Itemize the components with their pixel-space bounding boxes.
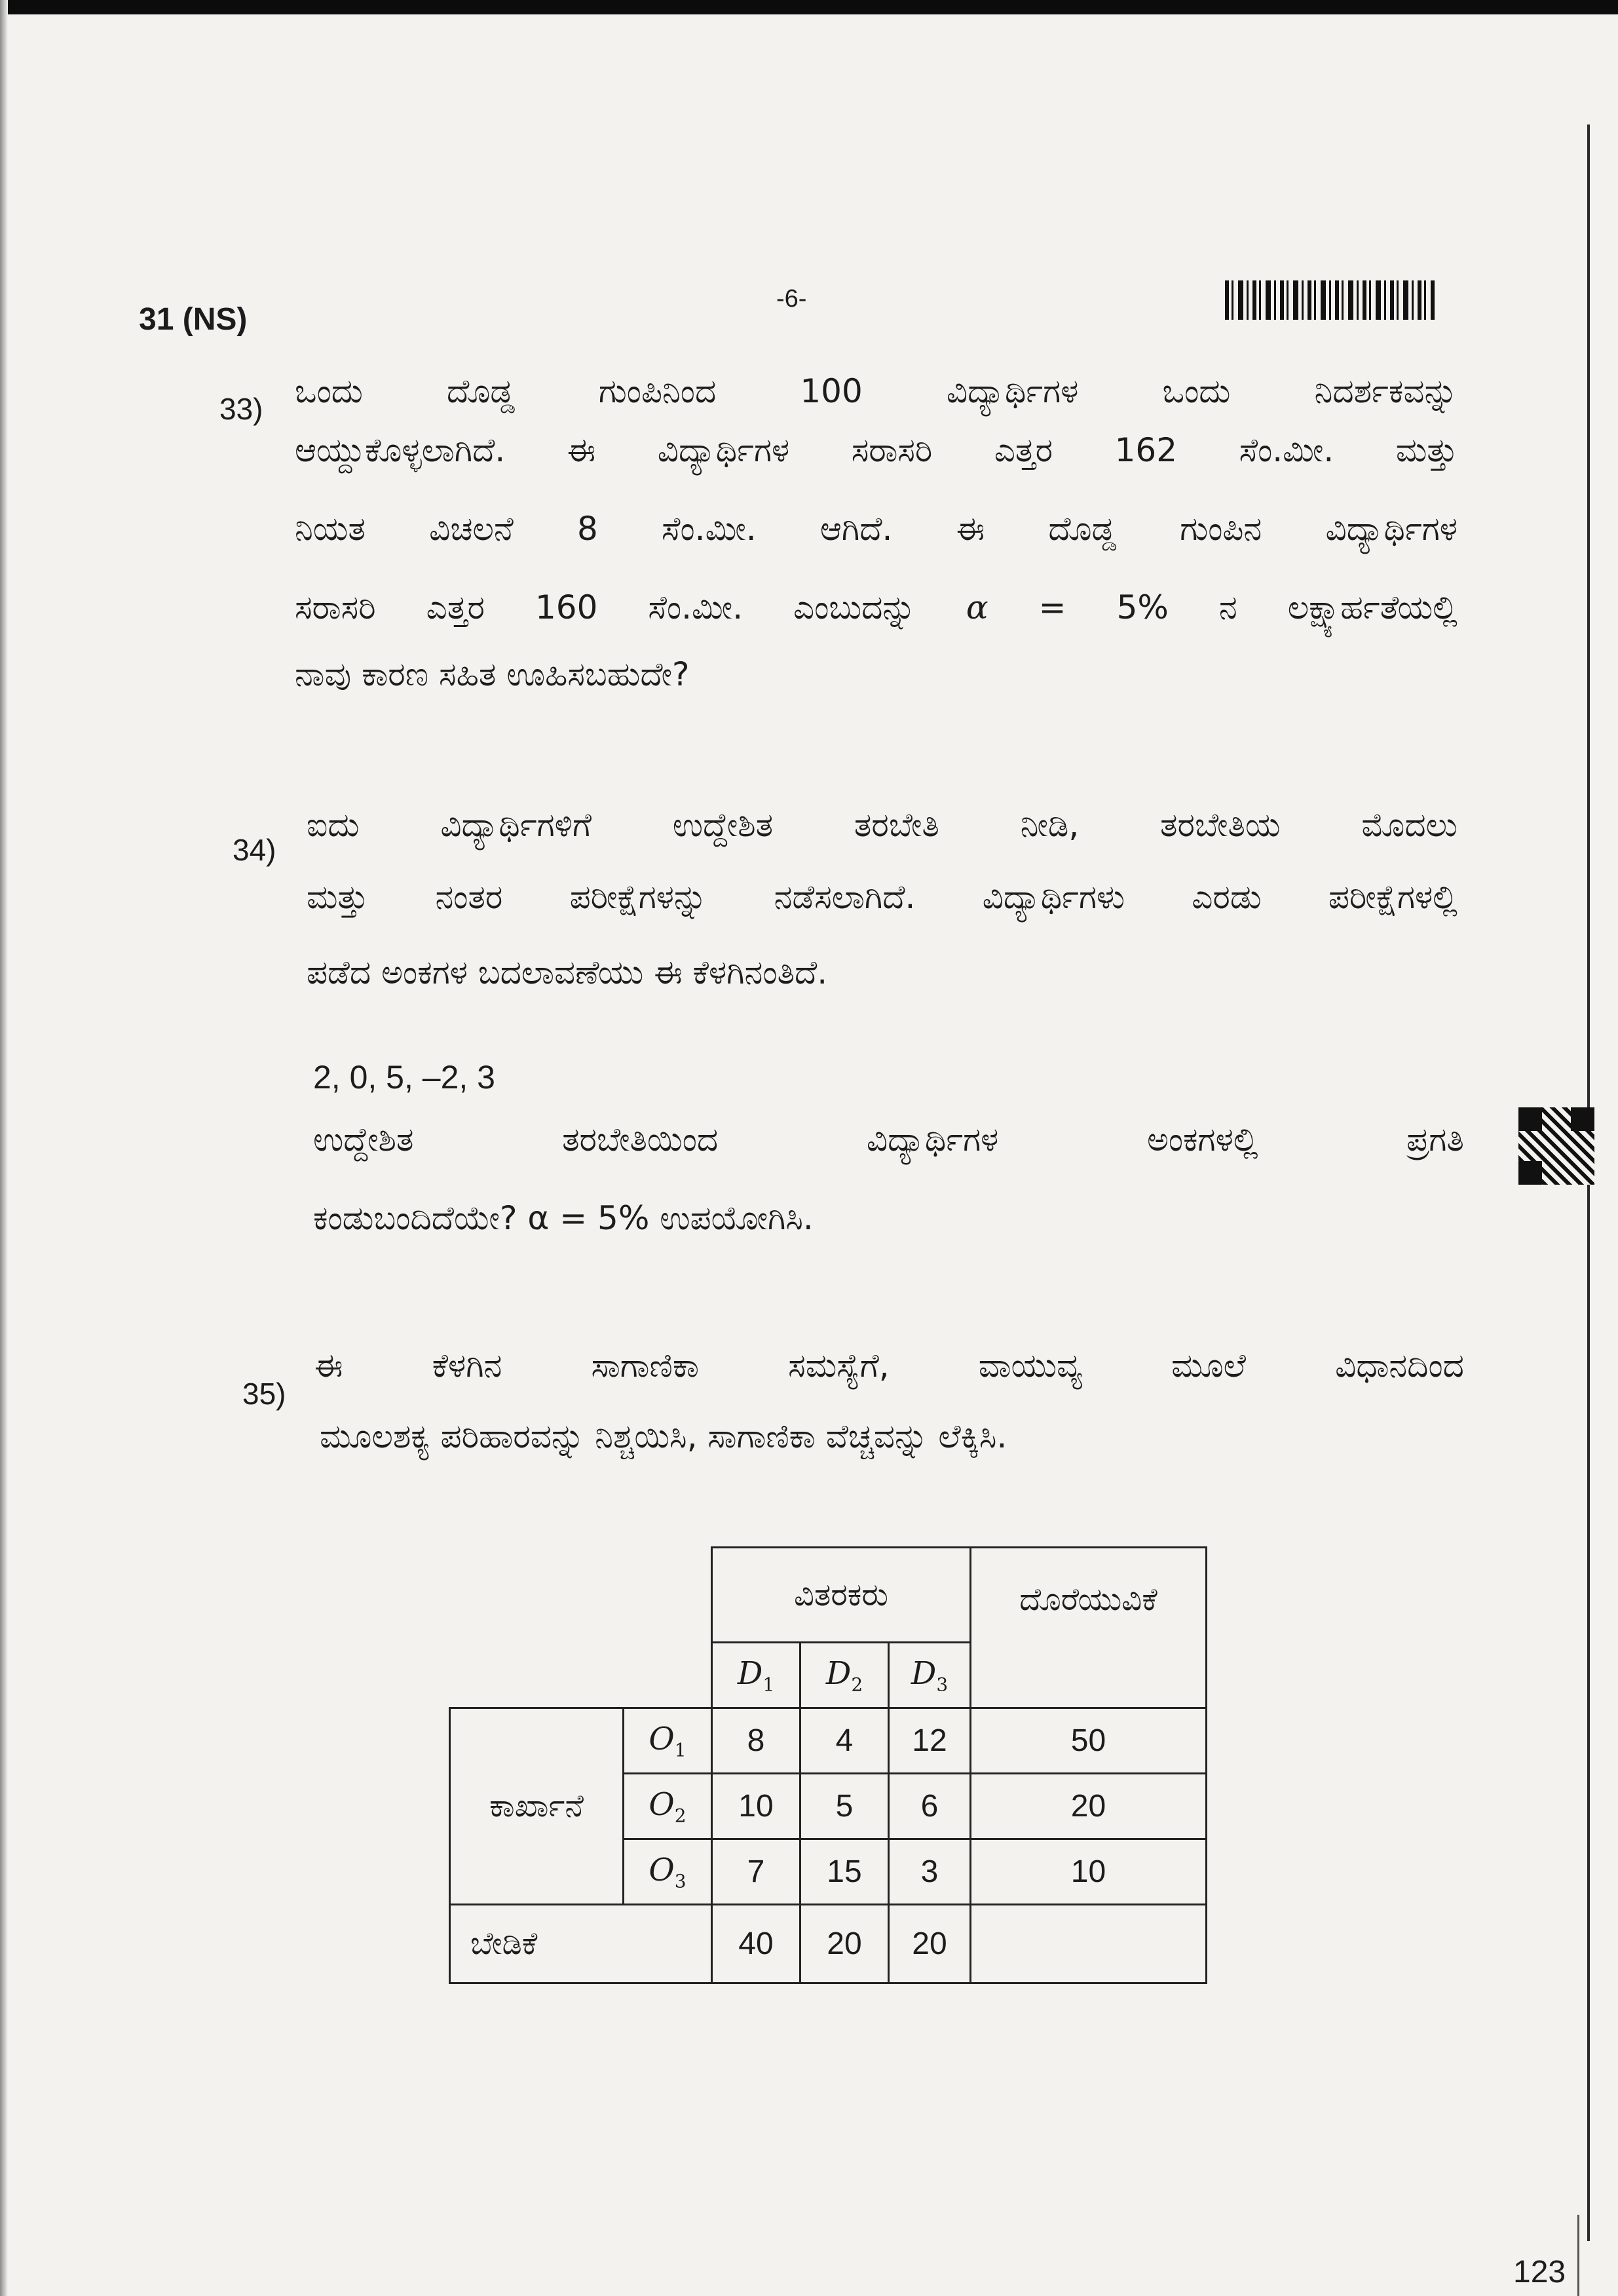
q33-line-5: ನಾವು ಕಾರಣ ಸಹಿತ ಊಹಿಸಬಹುದೇ? bbox=[295, 655, 690, 693]
q33-line-2: ಆಯ್ದುಕೊಳ್ಳಲಾಗಿದೆ. ಈ ವಿದ್ಯಾರ್ಥಿಗಳ ಸರಾಸರಿ ಎತ್ತರ 162 ಸೆಂ.ಮೀ. ಮತ್ತು bbox=[295, 431, 1458, 469]
cost-cell: 8 bbox=[712, 1708, 800, 1774]
availability-header: ದೊರೆಯುವಿಕೆ bbox=[971, 1548, 1207, 1708]
cost-cell: 3 bbox=[889, 1839, 971, 1905]
cost-cell: 6 bbox=[889, 1774, 971, 1839]
cost-cell: 4 bbox=[800, 1708, 889, 1774]
scan-left-edge bbox=[0, 0, 8, 2296]
q34-line-3: ಪಡೆದ ಅಂಕಗಳ ಬದಲಾವಣೆಯು ಈ ಕೆಳಗಿನಂತಿದೆ. bbox=[307, 953, 828, 991]
row-header-o1: $O_1$ bbox=[624, 1708, 712, 1774]
table-blank-corner-2 bbox=[450, 1643, 712, 1708]
row-header-o3: $O_3$ bbox=[624, 1839, 712, 1905]
supply-cell: 20 bbox=[971, 1774, 1207, 1839]
qr-code-icon bbox=[1518, 1107, 1594, 1185]
q34-line-2: ಮತ್ತು ನಂತರ ಪರೀಕ್ಷೆಗಳನ್ನು ನಡೆಸಲಾಗಿದೆ. ವಿದ್ಯಾರ್ಥಿಗಳು ಎರಡು ಪರೀಕ್ಷೆಗಳಲ್ಲಿ bbox=[307, 878, 1458, 916]
q34-data-values: 2, 0, 5, –2, 3 bbox=[313, 1059, 495, 1096]
q34-line-5: ಕಂಡುಬಂದಿದೆಯೇ? α = 5% ಉಪಯೋಗಿಸಿ. bbox=[313, 1199, 814, 1237]
column-header-d1: $D_1$ bbox=[712, 1643, 800, 1708]
cost-cell: 5 bbox=[800, 1774, 889, 1839]
demand-cell: 20 bbox=[800, 1905, 889, 1983]
question-34-number: 34) bbox=[233, 833, 276, 867]
paper-code: 31 (NS) bbox=[139, 302, 248, 337]
demand-cell: 40 bbox=[712, 1905, 800, 1983]
q33-line-4: ಸರಾಸರಿ ಎತ್ತರ 160 ಸೆಂ.ಮೀ. ಎಂಬುದನ್ನು α = 5% ನ ಲಕ್ಷ್ಯಾರ್ಹತೆಯಲ್ಲಿ bbox=[295, 588, 1458, 626]
row-header-o2: $O_2$ bbox=[624, 1774, 712, 1839]
table-blank-corner bbox=[450, 1548, 712, 1643]
q35-line-2: ಮೂಲಶಕ್ಯ ಪರಿಹಾರವನ್ನು ನಿಶ್ಚಯಿಸಿ, ಸಾಗಾಣಿಕಾ ವೆಚ್ಚವನ್ನು ಲೆಕ್ಕಿಸಿ. bbox=[320, 1417, 1007, 1455]
page-number: 123 bbox=[1513, 2255, 1566, 2289]
column-header-d3: $D_3$ bbox=[889, 1643, 971, 1708]
supply-cell: 10 bbox=[971, 1839, 1207, 1905]
demand-blank-cell bbox=[971, 1905, 1207, 1983]
distributors-header: ವಿತರಕರು bbox=[712, 1548, 971, 1643]
q35-line-1: ಈ ಕೆಳಗಿನ ಸಾಗಾಣಿಕಾ ಸಮಸ್ಯೆಗೆ, ವಾಯುವ್ಯ ಮೂಲೆ ವಿಧಾನದಿಂದ bbox=[314, 1347, 1464, 1385]
page-marker: -6- bbox=[776, 285, 807, 313]
margin-line-bottom bbox=[1577, 2215, 1579, 2296]
demand-cell: 20 bbox=[889, 1905, 971, 1983]
barcode-icon bbox=[1225, 280, 1435, 320]
cost-cell: 12 bbox=[889, 1708, 971, 1774]
cost-cell: 15 bbox=[800, 1839, 889, 1905]
demand-label: ಬೇಡಿಕೆ bbox=[450, 1905, 712, 1983]
q33-line-1: ಒಂದು ದೊಡ್ಡ ಗುಂಪಿನಿಂದ 100 ವಿದ್ಯಾರ್ಥಿಗಳ ಒಂದು ನಿದರ್ಶಕವನ್ನು bbox=[295, 372, 1458, 410]
scan-top-border bbox=[0, 0, 1618, 14]
factory-label: ಕಾರ್ಖಾನೆ bbox=[450, 1708, 624, 1905]
question-33-number: 33) bbox=[219, 392, 263, 426]
question-35-number: 35) bbox=[242, 1377, 286, 1411]
supply-cell: 50 bbox=[971, 1708, 1207, 1774]
cost-cell: 10 bbox=[712, 1774, 800, 1839]
cost-cell: 7 bbox=[712, 1839, 800, 1905]
transportation-table bbox=[449, 1546, 1207, 1984]
q34-line-4: ಉದ್ದೇಶಿತ ತರಬೇತಿಯಿಂದ ವಿದ್ಯಾರ್ಥಿಗಳ ಅಂಕಗಳಲ್ಲಿ ಪ್ರಗತಿ bbox=[313, 1120, 1464, 1158]
column-header-d2: $D_2$ bbox=[800, 1643, 889, 1708]
q34-line-1: ಐದು ವಿದ್ಯಾರ್ಥಿಗಳಿಗೆ ಉದ್ದೇಶಿತ ತರಬೇತಿ ನೀಡಿ, ತರಬೇತಿಯ ಮೊದಲು bbox=[307, 806, 1458, 844]
q33-line-3: ನಿಯತ ವಿಚಲನೆ 8 ಸೆಂ.ಮೀ. ಆಗಿದೆ. ಈ ದೊಡ್ಡ ಗುಂಪಿನ ವಿದ್ಯಾರ್ಥಿಗಳ bbox=[295, 510, 1458, 548]
